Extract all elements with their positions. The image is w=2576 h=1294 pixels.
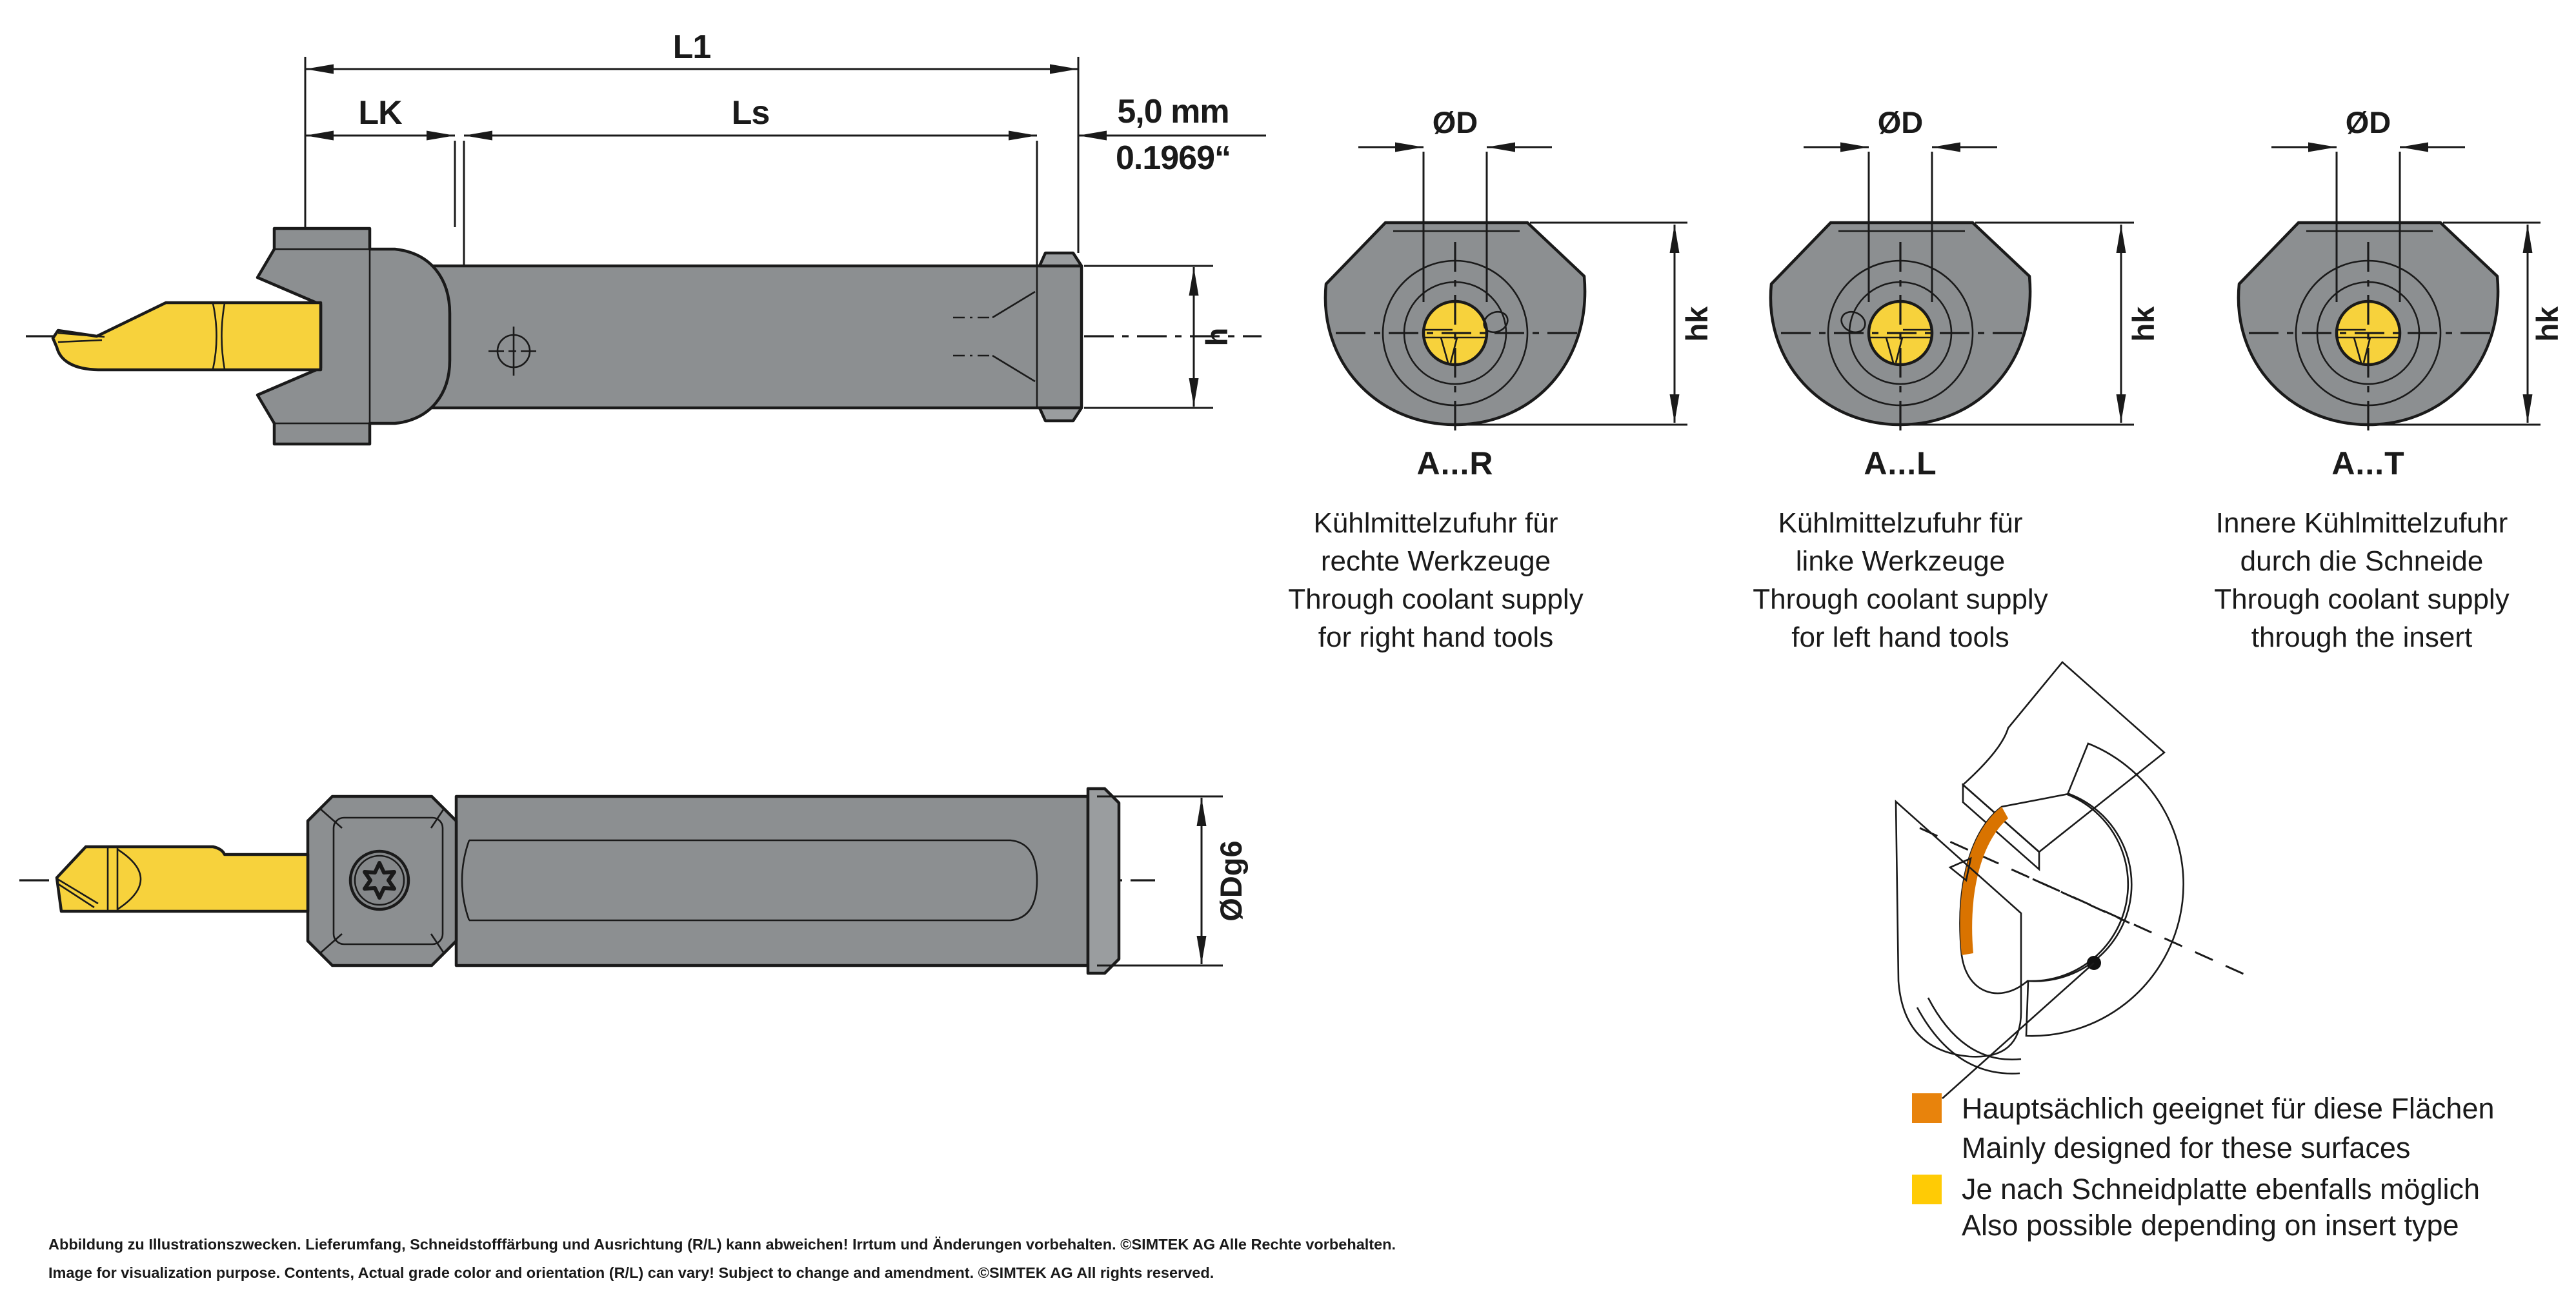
legend-orange-en: Mainly designed for these surfaces xyxy=(1962,1131,2411,1164)
side-view-drawing xyxy=(19,789,1248,973)
legend-yellow-en: Also possible depending on insert type xyxy=(1962,1209,2459,1242)
front-view-AL xyxy=(1771,105,2160,481)
view-label-AL: A...L xyxy=(1864,445,1937,481)
legend xyxy=(1912,1092,2495,1242)
torx-screw xyxy=(350,851,408,909)
block1-line3: Through coolant supply xyxy=(1288,583,1584,615)
insert-top-view xyxy=(53,303,321,370)
block2-line2: linke Werkzeuge xyxy=(1795,545,2006,577)
dim-label-hk-3: hk xyxy=(2530,306,2564,342)
dim-label-5mm-inch: 0.1969“ xyxy=(1115,139,1231,177)
block3-line2: durch die Schneide xyxy=(2240,545,2484,577)
block1-line4: for right hand tools xyxy=(1318,622,1554,653)
view-label-AR: A...R xyxy=(1416,445,1494,481)
dim-label-dg6: ØDg6 xyxy=(1214,840,1248,922)
insert-3d-illustration xyxy=(1896,662,2252,1098)
dim-label-h: h xyxy=(1200,327,1234,347)
front-view-AT xyxy=(2239,105,2564,481)
block1-line2: rechte Werkzeuge xyxy=(1320,545,1551,577)
legend-orange-de: Hauptsächlich geeignet für diese Flächen xyxy=(1962,1092,2495,1125)
end-cap-side xyxy=(1088,789,1119,973)
insert-side-view xyxy=(57,847,308,911)
footnote-german: Abbildung zu Illustrationszwecken. Lieferumfang, Schneidstofffärbung und Ausrichtung (R/L) kann abweichen! Irrtum und Änderungen vorbehalten. ©SIMTEK AG Alle Rechte vorbehalten. xyxy=(48,1236,1396,1253)
block2-line4: for left hand tools xyxy=(1791,622,2009,653)
3d-white-block xyxy=(1896,802,2021,1056)
front-view-AR xyxy=(1325,105,1714,481)
dim-label-ls: Ls xyxy=(731,94,770,132)
coolant-text-blocks xyxy=(1288,507,2509,653)
legend-orange-swatch xyxy=(1912,1093,1942,1123)
3d-foot-groove-2 xyxy=(1917,1007,2020,1073)
dim-label-d-2: ØD xyxy=(1877,105,1924,139)
end-cap-bottom-tab xyxy=(1040,408,1082,421)
block3-line3: Through coolant supply xyxy=(2214,583,2510,615)
block2-line1: Kühlmittelzufuhr für xyxy=(1778,507,2023,539)
dim-label-d-3: ØD xyxy=(2345,105,2391,139)
legend-yellow-swatch xyxy=(1912,1175,1942,1204)
block3-line4: through the insert xyxy=(2251,622,2473,653)
dim-label-lk: LK xyxy=(358,94,402,132)
end-cap-top-tab xyxy=(1040,253,1082,266)
footnote-english: Image for visualization purpose. Contents, Actual grade color and orientation (R/L) can vary! Subject to change and amendment. ©SIMTEK AG All rights reserved. xyxy=(48,1264,1214,1281)
dim-label-d-1: ØD xyxy=(1432,105,1478,139)
dim-label-l1: L1 xyxy=(672,28,711,66)
3d-yellow-band xyxy=(2026,743,2184,1036)
holder-shank-body-side xyxy=(456,796,1088,965)
legend-yellow-de: Je nach Schneidplatte ebenfalls möglich xyxy=(1962,1173,2480,1206)
block1-line1: Kühlmittelzufuhr für xyxy=(1313,507,1558,539)
dim-label-hk-2: hk xyxy=(2126,306,2160,342)
holder-shank-body xyxy=(381,266,1082,408)
view-label-AT: A...T xyxy=(2331,445,2405,481)
footnotes xyxy=(48,1236,1396,1281)
dim-label-5mm: 5,0 mm xyxy=(1117,93,1229,130)
block3-line1: Innere Kühlmittelzufuhr xyxy=(2215,507,2508,539)
block2-line3: Through coolant supply xyxy=(1753,583,2048,615)
top-view-drawing xyxy=(26,28,1266,444)
dim-label-hk-1: hk xyxy=(1680,306,1714,342)
